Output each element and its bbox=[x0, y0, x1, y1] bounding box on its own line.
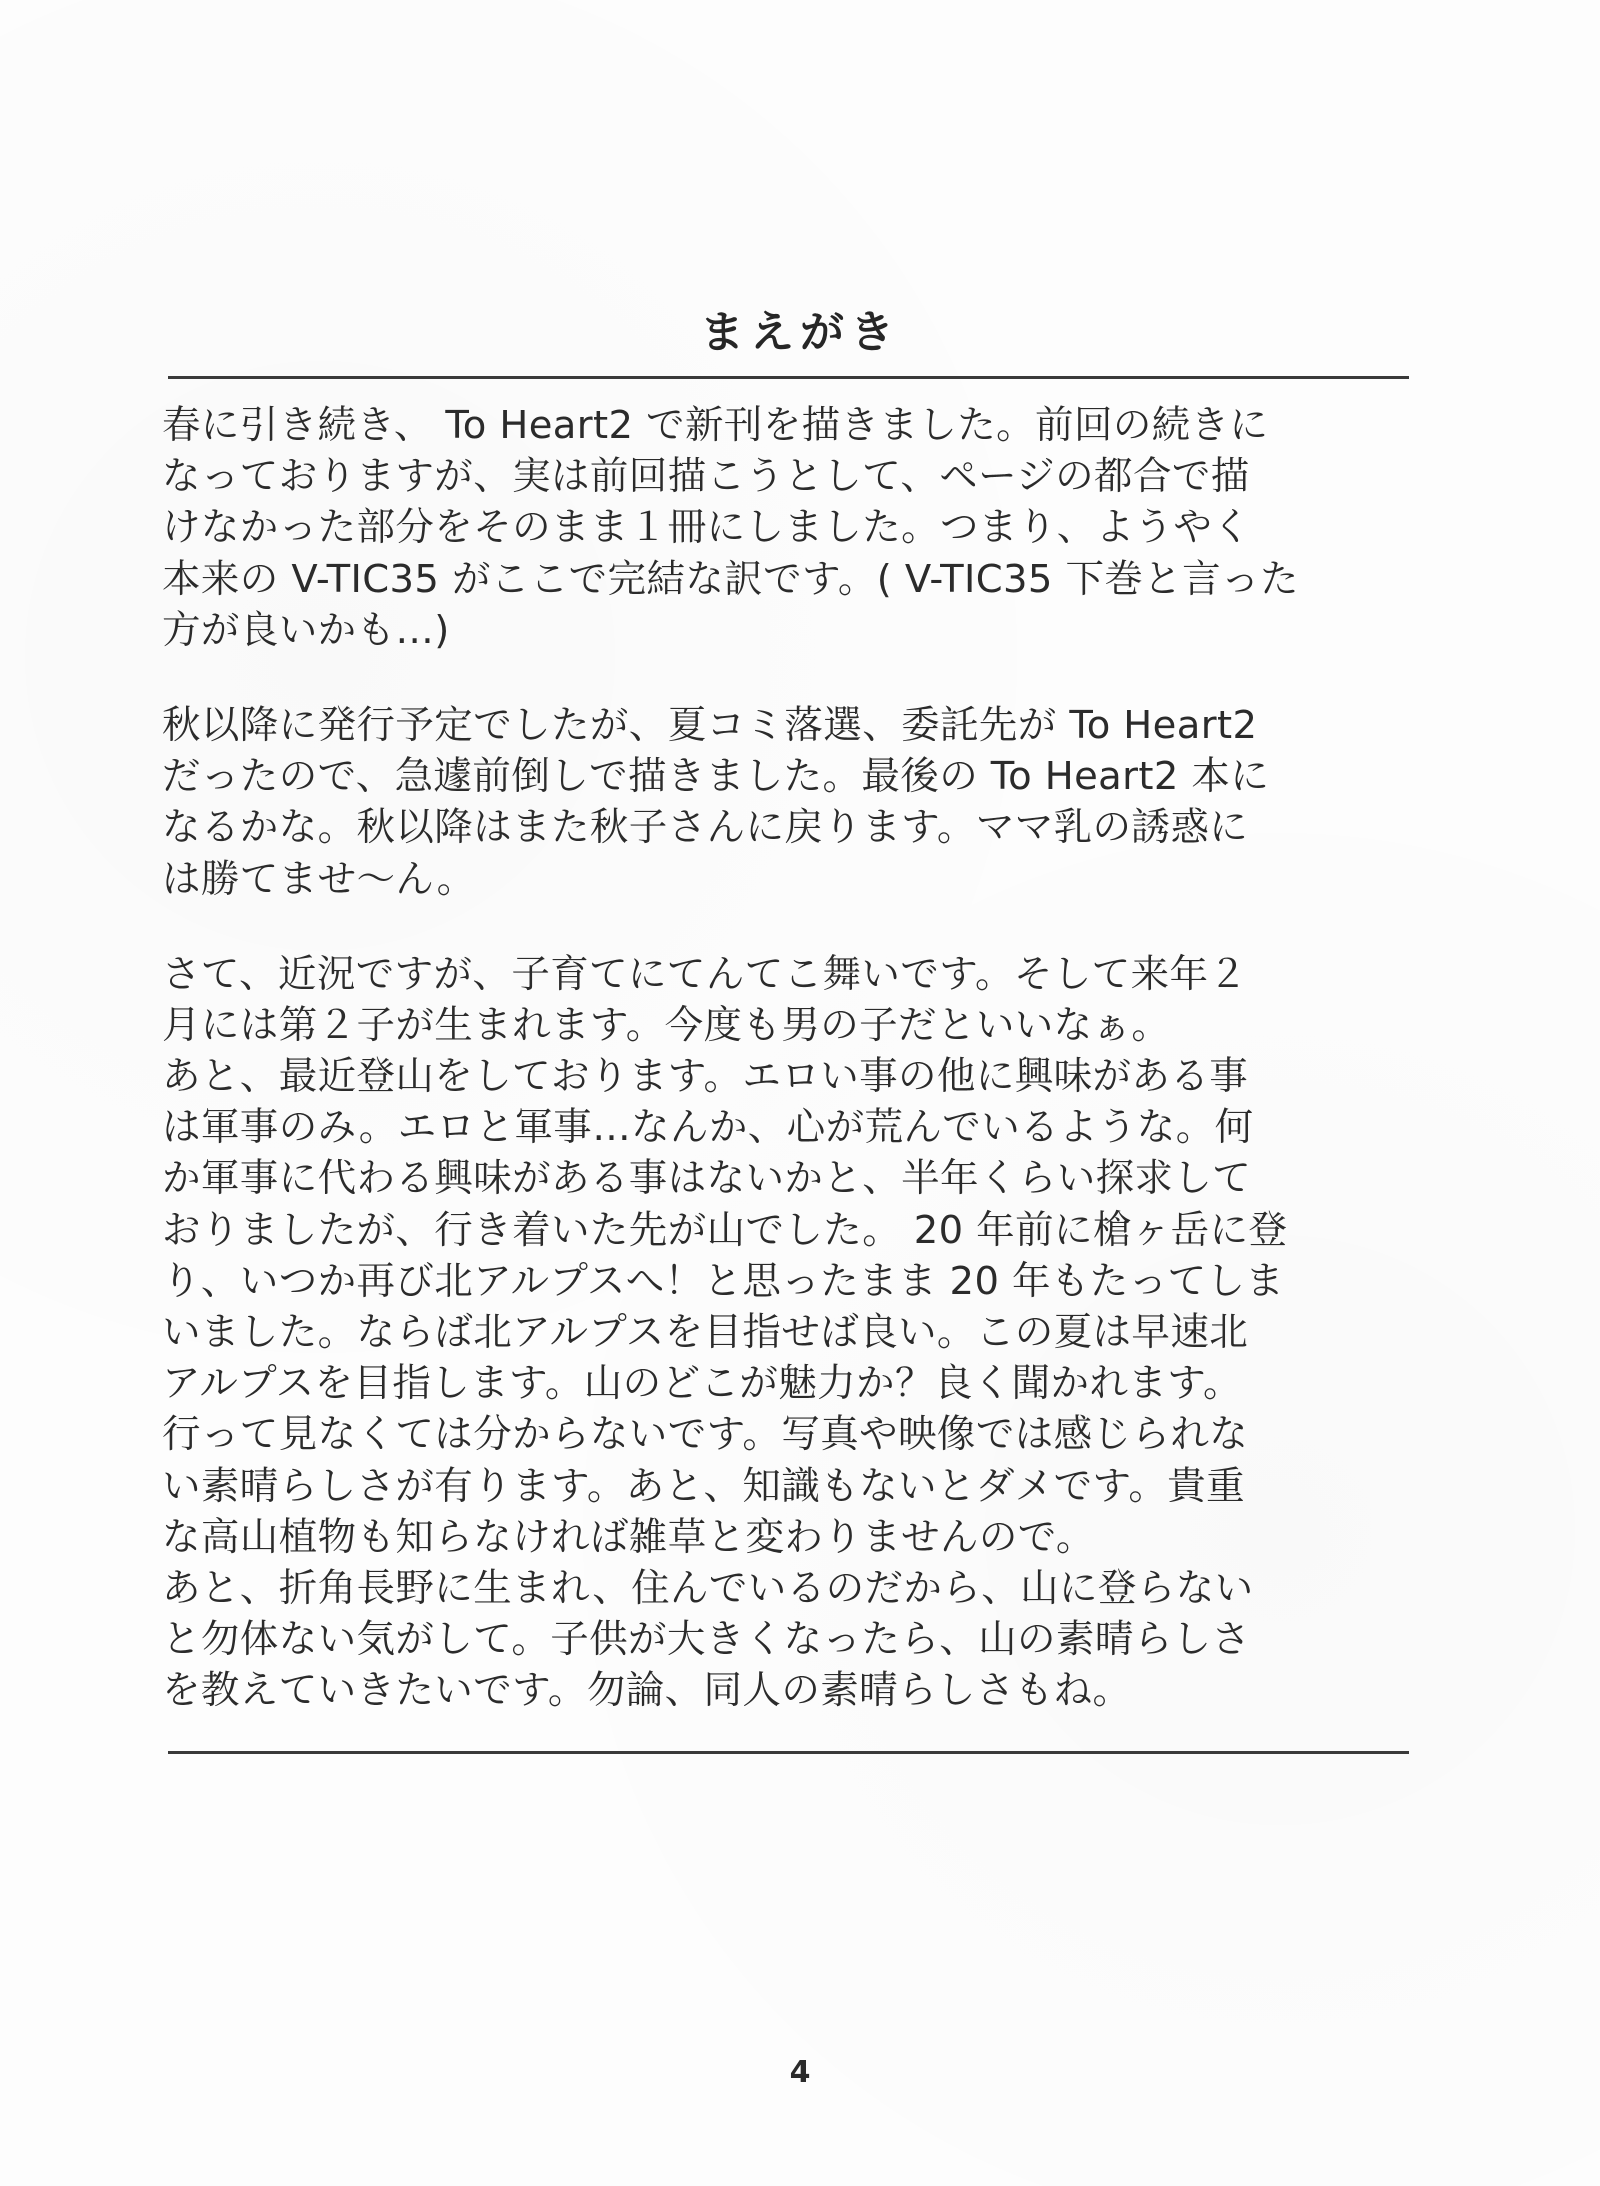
text-line: だったので、急遽前倒しで描きました。最後の To Heart2 本に bbox=[162, 754, 1270, 800]
page-number: 4 bbox=[789, 2055, 811, 2090]
text-line: 行って見なくては分からないです。写真や映像では感じられな bbox=[162, 1412, 1249, 1458]
paragraph-1 bbox=[162, 400, 1442, 656]
bottom-divider bbox=[168, 1751, 1409, 1754]
text-line: は軍事のみ。エロと軍事…なんか、心が荒んでいるような。何 bbox=[162, 1105, 1254, 1151]
text-line: か軍事に代わる興味がある事はないかと、半年くらい探求して bbox=[162, 1156, 1252, 1202]
text-line: アルプスを目指します。山のどこが魅力か？良く聞かれます。 bbox=[162, 1361, 1242, 1407]
text-line: けなかった部分をそのまま１冊にしました。つまり、ようやく bbox=[162, 505, 1252, 551]
text-line: 月には第２子が生まれます。今度も男の子だといいなぁ。 bbox=[162, 1002, 1171, 1048]
text-line: り、いつか再び北アルプスへ！と思ったまま 20 年もたってしま bbox=[162, 1258, 1285, 1304]
text-line: さて、近況ですが、子育てにてんてこ舞いです。そして来年２ bbox=[162, 951, 1248, 997]
text-line: あと、最近登山をしております。エロい事の他に興味がある事 bbox=[162, 1054, 1249, 1100]
paragraph-3 bbox=[162, 949, 1442, 1717]
text-line: 方が良いかも…) bbox=[162, 607, 450, 653]
text-line: い素晴らしさが有ります。あと、知識もないとダメです。貴重 bbox=[162, 1463, 1246, 1509]
text-line: あと、折角長野に生まれ、住んでいるのだから、山に登らない bbox=[162, 1565, 1254, 1611]
text-line: 本来の V-TIC35 がここで完結な訳です。( V-TIC35 下巻と言った bbox=[162, 556, 1299, 602]
text-line: なっておりますが、実は前回描こうとして、ページの都合で描 bbox=[162, 454, 1250, 500]
text-line: おりましたが、行き着いた先が山でした。 20 年前に槍ヶ岳に登 bbox=[162, 1207, 1288, 1253]
body-text bbox=[162, 400, 1442, 1761]
text-line: な高山植物も知らなければ雑草と変わりませんので。 bbox=[162, 1514, 1095, 1560]
text-line: 春に引き続き、 To Heart2 で新刊を描きました。前回の続きに bbox=[162, 403, 1269, 448]
text-line: は勝てませ〜ん。 bbox=[162, 856, 476, 902]
text-line: なるかな。秋以降はまた秋子さんに戻ります。ママ乳の誘惑に bbox=[162, 805, 1249, 851]
paragraph-2 bbox=[162, 700, 1442, 905]
page-title: まえがき bbox=[700, 307, 900, 358]
text-line: いました。ならば北アルプスを目指せば良い。この夏は早速北 bbox=[162, 1310, 1249, 1355]
text-line: 秋以降に発行予定でしたが、夏コミ落選、委託先が To Heart2 bbox=[162, 702, 1258, 748]
text-line: を教えていきたいです。勿論、同人の素晴らしさもね。 bbox=[162, 1668, 1132, 1714]
top-divider bbox=[168, 376, 1409, 379]
text-line: と勿体ない気がして。子供が大きくなったら、山の素晴らしさ bbox=[162, 1617, 1251, 1663]
